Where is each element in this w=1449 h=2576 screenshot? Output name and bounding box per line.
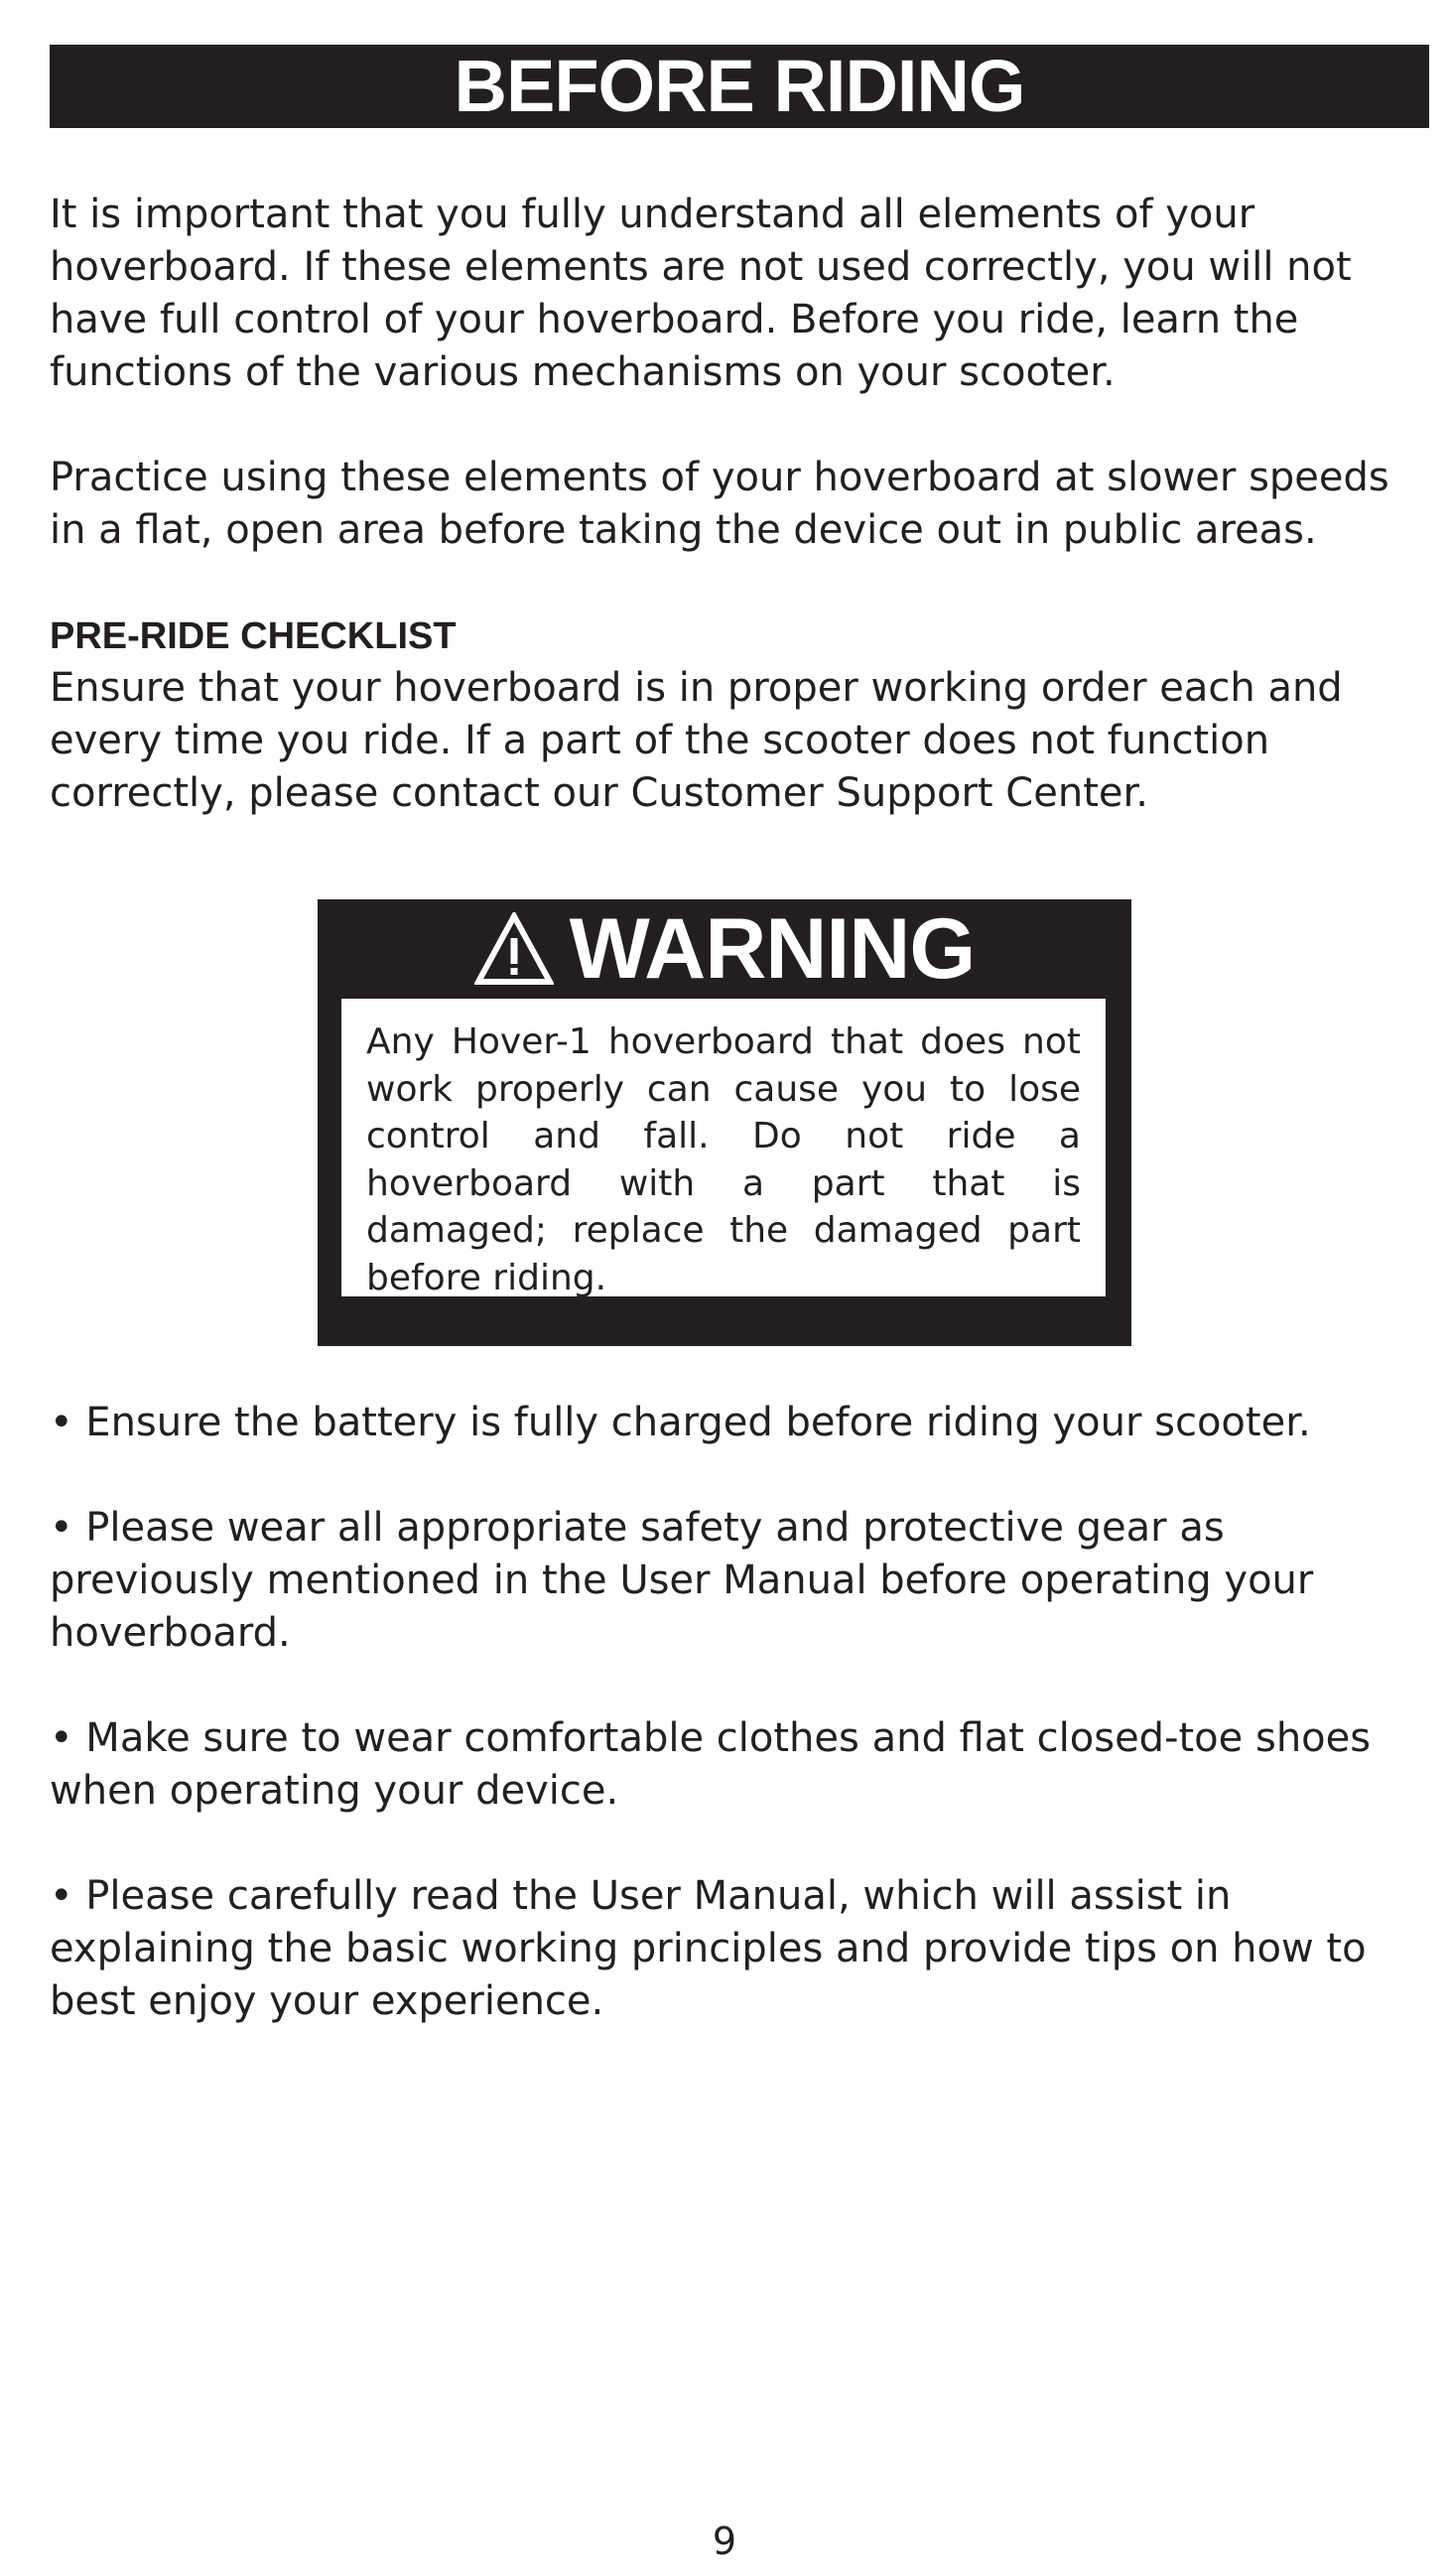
title-bar [50,45,1429,128]
intro-paragraph: It is important that you fully understand all elements of your hoverboard. If these elements are not used correctly, you will not have full control of your hoverboard. Before you ride, learn the functions of the various mechanisms on your scooter. [50,192,1352,395]
warning-box [318,899,1131,1346]
checklist-bullet: • Ensure the battery is fully charged before riding your scooter. [50,1400,1311,1445]
page-number: 9 [712,2519,737,2563]
warning-body [341,999,1106,1296]
warning-header [318,899,1131,999]
warning-text: Any Hover-1 hoverboard that does not work properly can cause you to lose control and fall. Do not ride a hoverboard with a part that is damaged; replace the damaged part before riding. [366,1021,1081,1298]
warning-triangle-icon [474,912,554,986]
checklist-heading: PRE-RIDE CHECKLIST [50,615,457,657]
checklist-bullet: • Make sure to wear comfortable clothes and flat closed-toe shoes when operating your device. [50,1715,1372,1814]
checklist-bullet: • Please carefully read the User Manual, which will assist in explaining the basic working principles and provide tips on how to best enjoy your experience. [50,1873,1367,2024]
practice-paragraph: Practice using these elements of your hoverboard at slower speeds in a flat, open area before taking the device out in public areas. [50,455,1389,553]
checklist-bullet: • Please wear all appropriate safety and protective gear as previously mentioned in the User Manual before operating your hoverboard. [50,1505,1314,1656]
warning-heading: WARNING [569,901,976,997]
page-title: BEFORE RIDING [454,45,1025,127]
checklist-paragraph: Ensure that your hoverboard is in proper working order each and every time you ride. If a part of the scooter does not function correctly, please contact our Customer Support Center. [50,665,1343,816]
